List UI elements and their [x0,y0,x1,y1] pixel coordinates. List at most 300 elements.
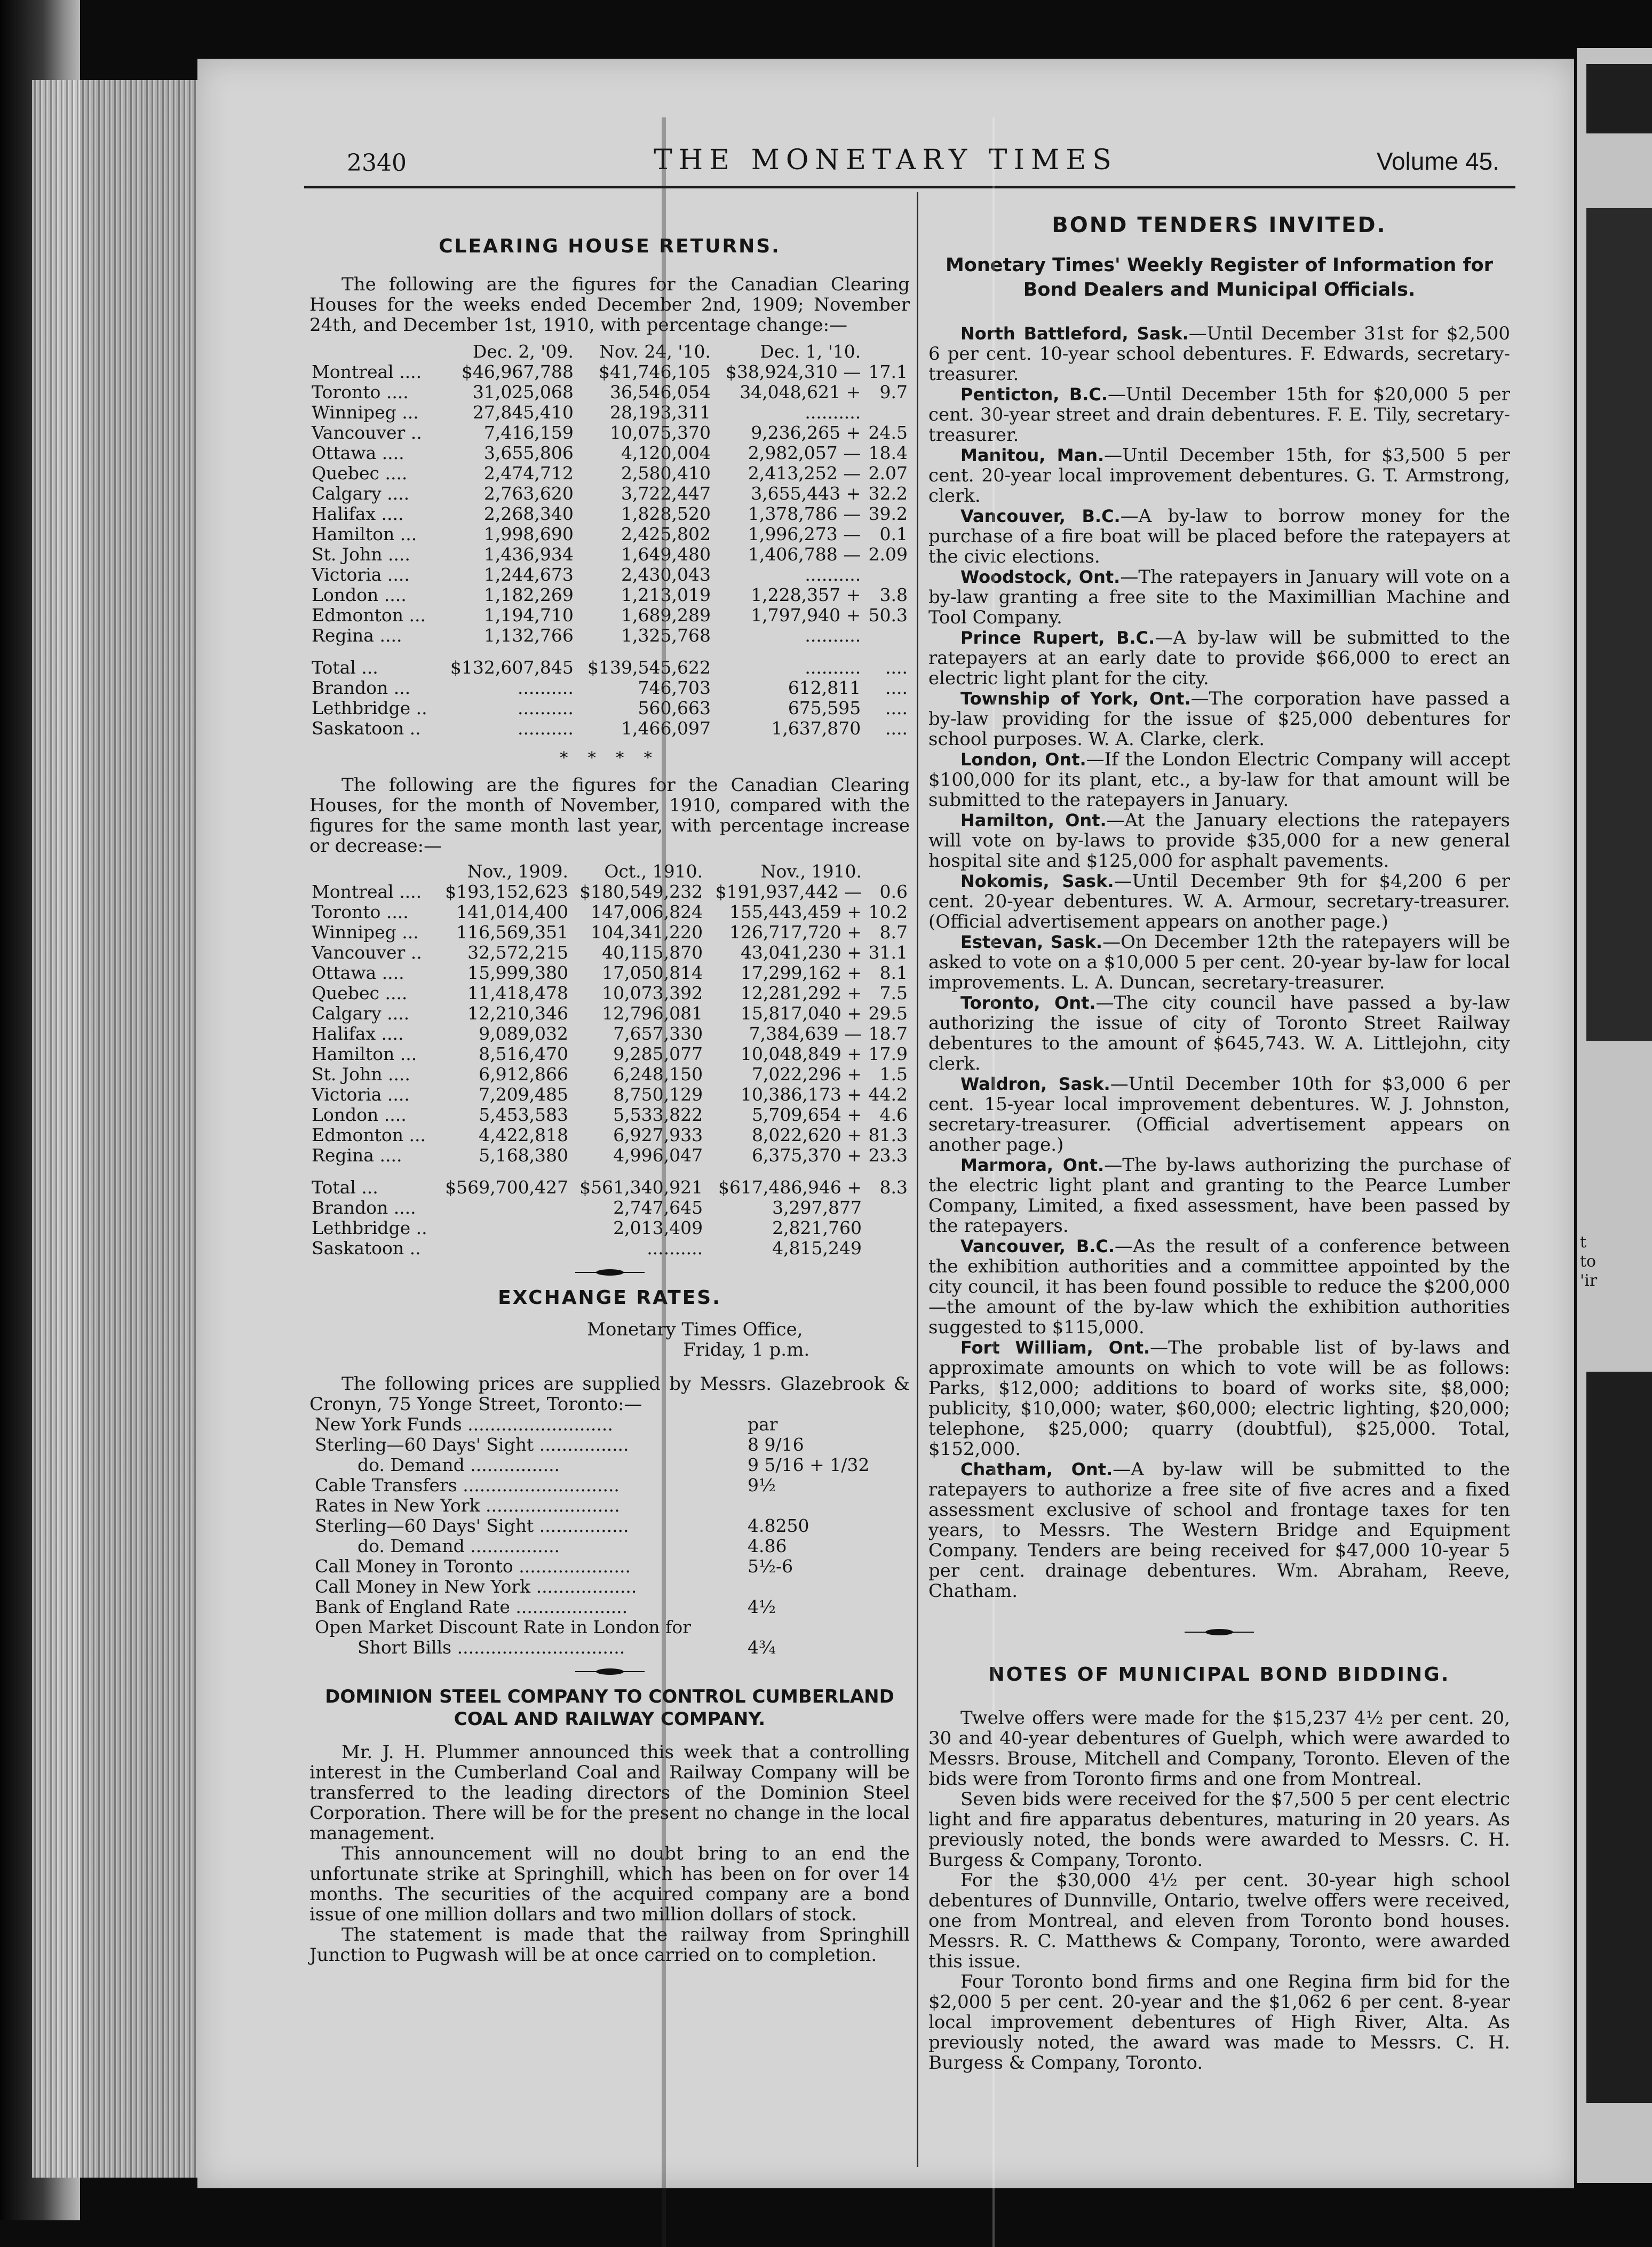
table-cell: 11,418,478 [467,983,569,1003]
row-label: Quebec .... [312,463,408,484]
table-cell: 9,285,077 [613,1043,703,1064]
exchange-row [309,1435,910,1455]
table-cell: 2,430,043 [621,564,711,585]
table-cell: 44.2 [868,1084,908,1105]
table-cell: 1,182,269 [483,584,574,605]
row-label: Edmonton ... [312,605,426,626]
table-cell: 6,927,933 [613,1125,703,1145]
row-label: Victoria .... [312,1084,410,1105]
table-cell [436,1238,570,1259]
row-label: Halifax .... [312,503,404,524]
table-cell: 0.1 [879,524,908,544]
exchange-label: Call Money in Toronto .................... [315,1556,631,1577]
bond-entry-place: Estevan, Sask. [960,932,1103,952]
exchange-value [745,1577,910,1597]
table-cell: 17,050,814 [602,962,703,983]
bond-entry-place: Chatham, Ont. [960,1459,1113,1479]
row-label: Winnipeg ... [312,402,419,423]
table-cell: 31.1 [868,942,908,963]
table-cell: 6,375,370 + [751,1145,862,1166]
section-stars: * * * * [560,749,660,768]
exchange-label: Bank of England Rate .................... [315,1596,628,1617]
bond-entry-text: —If the London Electric Company will accept $100,000 for its plant, etc., a by-law for that amount will be submitted to the ratepayers in January. [928,749,1510,811]
table-cell: 3.8 [879,584,908,605]
table-row [309,1003,910,1024]
row-label [309,861,436,882]
bond-entry [928,1459,1510,1601]
table-cell: 3,722,447 [621,483,711,504]
table-cell: 10,073,392 [602,983,703,1003]
table-cell: 675,595 [788,698,861,718]
table-cell [863,626,910,646]
table-cell: 5,533,822 [613,1104,703,1125]
bond-entry-text: —Until December 31st for $2,500 6 per cent. 10-year school debentures. F. Edwards, secretary-treasurer. [928,323,1510,385]
table-row [309,963,910,983]
exchange-label: Sterling—60 Days' Sight ................ [315,1515,629,1536]
table-cell: 10,075,370 [610,422,711,443]
table-cell: 8.7 [879,922,908,943]
table-cell: $38,924,310 — [725,361,861,382]
table-cell: 9,089,032 [479,1023,569,1044]
table-cell: $617,486,946 + [718,1177,862,1198]
row-label: Hamilton ... [312,1043,417,1064]
row-label: Ottawa .... [312,962,404,983]
bond-entry [928,749,1510,810]
left-column [309,235,910,1965]
table-cell [863,402,910,423]
table-row [309,1145,910,1166]
table-cell: 7.5 [879,983,908,1003]
table-cell: 27,845,410 [472,402,574,423]
column-rule [917,192,918,2167]
table-cell: .... [885,718,908,739]
dominion-title: DOMINION STEEL COMPANY TO CONTROL CUMBERLAND COAL AND RAILWAY COMPANY. [325,1686,894,1730]
table-cell: 6,912,866 [479,1064,569,1085]
bond-entry-place: Waldron, Sask. [960,1074,1110,1094]
bond-entry [928,1338,1510,1459]
exchange-label: Open Market Discount Rate in London for [315,1617,692,1637]
bond-entry [928,445,1510,506]
table-cell: 3,655,443 + [751,483,861,504]
row-label: Hamilton ... [312,524,417,544]
table-cell: Oct., 1910. [604,861,703,882]
table-cell: .......... [805,564,861,585]
scan-artifact [992,117,995,2247]
table-cell [864,861,910,882]
bond-entry-place: Township of York, Ont. [960,689,1191,709]
table-row [309,504,910,524]
table-cell: .......... [805,402,861,423]
table-cell: 746,703 [638,677,711,698]
table-cell: 560,663 [638,698,711,718]
table-cell: 116,569,351 [456,922,569,943]
table-row [309,402,910,423]
table-cell: 4.6 [879,1104,908,1125]
table-cell: 1,213,019 [621,584,711,605]
table-row [309,443,910,463]
table-cell: 17.9 [868,1043,908,1064]
row-label: Saskatoon .. [312,718,421,739]
volume-label: Volume 45. [1376,147,1499,175]
bond-entry-place: London, Ont. [960,749,1086,770]
table-cell: 12,281,292 + [740,983,862,1003]
total-row [309,658,910,678]
bond-entry [928,384,1510,445]
facing-page-fragments: t to 'ir [1580,1233,1598,1290]
row-label: Calgary .... [312,483,410,504]
table-row [309,362,910,382]
table-cell: 2,580,410 [621,463,711,484]
row-label: Halifax .... [312,1023,404,1044]
table-cell: 1,244,673 [483,564,574,585]
bond-entry-text: —As the result of a conference between the exhibition authorities and a committee appointed by the city council, it has been found possible to reduce the $200,000 —the amount of the by-law which the exhibition authorities suggested to $115,000. [928,1236,1511,1338]
ornament-divider [575,1667,645,1676]
table-cell: 1,132,766 [483,625,574,646]
row-label: Brandon .... [312,1197,416,1218]
table-cell: 4,422,818 [479,1125,569,1145]
bond-entry [928,1074,1510,1155]
exchange-label: Short Bills .............................. [358,1637,625,1658]
table-row [309,678,910,698]
table-cell: $193,152,623 [445,881,569,902]
table-cell: $180,549,232 [579,881,703,902]
exchange-label: do. Demand ................ [358,1454,560,1475]
table-cell: 1,194,710 [483,605,574,626]
bond-entry-place: Vancouver, B.C. [960,506,1121,526]
exchange-row [309,1414,910,1435]
exchange-row [309,1516,910,1536]
exchange-row [309,1577,910,1597]
table-row [309,626,910,646]
table-row [309,544,910,565]
notes-body [928,1708,1510,2073]
table-cell: 2,821,760 [772,1217,862,1238]
row-label: Victoria .... [312,564,410,585]
table-cell: 29.5 [868,1003,908,1024]
row-label: Ottawa .... [312,442,404,463]
table-cell: 7,209,485 [479,1084,569,1105]
table-cell: 2,268,340 [483,503,574,524]
table-cell: $46,967,788 [461,361,574,382]
table-cell: Dec. 2, '09. [472,341,574,362]
exchange-row [309,1617,910,1637]
table-row [309,382,910,402]
monthly-table [309,861,910,1259]
row-label: Toronto .... [312,382,409,402]
table-cell: 1,828,520 [621,503,711,524]
bond-entry-text: —On December 12th the ratepayers will be asked to vote on a $10,000 5 per cent. 20-year by-law for local improvements. L. A. Duncan, secretary-treasurer. [928,931,1511,993]
row-label: Edmonton ... [312,1125,426,1145]
row-label [309,342,439,362]
table-row [309,524,910,544]
notes-title: NOTES OF MUNICIPAL BOND BIDDING. [988,1664,1450,1686]
bond-entry-place: Prince Rupert, B.C. [960,628,1155,648]
table-row [309,983,910,1003]
table-cell [863,565,910,585]
table-cell: Nov. 24, '10. [599,341,711,362]
table-row [309,605,910,626]
bond-entry [928,1155,1510,1236]
table-row [309,484,910,504]
table-cell: 2,982,057 — [748,442,861,463]
table-cell: 10.2 [868,901,908,922]
exchange-row [309,1556,910,1577]
table-row [309,1105,910,1125]
exchange-value: 4½ [748,1596,776,1617]
bond-entry [928,323,1510,384]
table-cell: 15,999,380 [467,962,569,983]
exchange-label: Sterling—60 Days' Sight ................ [315,1434,629,1455]
table-row [309,1198,910,1218]
table-cell: Dec. 1, '10. [760,341,861,362]
table-row [309,423,910,443]
row-label: Regina .... [312,625,402,646]
table-cell: 5,168,380 [479,1145,569,1166]
bond-entry-text: —Until December 15th, for $3,500 5 per cent. 20-year local improvement debentures. G. T. Armstrong, clerk. [928,445,1510,507]
table-cell: .......... [805,625,861,646]
table-cell: 126,717,720 + [729,922,862,943]
table-cell: 1,996,273 — [748,524,861,544]
bond-entry [928,1236,1510,1338]
table-cell: 1,466,097 [621,718,711,739]
row-label: Saskatoon .. [312,1238,421,1259]
notes-paragraph: For the $30,000 4½ per cent. 30-year high school debentures of Dunnville, Ontario, twelve offers were received, one from Montreal, and eleven from Toronto bond houses. Messrs. R. C. Matthews & Company, Toronto, were awarded this issue. [928,1870,1510,1972]
table-cell: 10,048,849 + [740,1043,862,1064]
table-cell: 32.2 [868,483,908,504]
table-cell: 8,516,470 [479,1043,569,1064]
exchange-row [309,1597,910,1617]
table-cell: $569,700,427 [445,1177,569,1198]
row-label: Lethbridge .. [312,698,427,718]
publication-title: THE MONETARY TIMES [654,144,1118,176]
monthly-intro: The following are the figures for the Canadian Clearing Houses, for the month of November, 1910, compared with the figures for the same month last year, with percentage increase or decrease:— [309,774,910,857]
table-cell: 24.5 [868,422,908,443]
bond-entry-place: Marmora, Ont. [960,1155,1105,1175]
row-label: Quebec .... [312,983,408,1003]
table-cell: 0.6 [879,881,908,902]
table-row [309,1024,910,1044]
table-cell: .... [885,698,908,718]
table-cell: 4,120,004 [621,442,711,463]
table-cell: 31,025,068 [472,382,574,402]
bond-tenders-title: BOND TENDERS INVITED. [1052,213,1387,238]
table-cell [436,1218,570,1238]
table-cell: 2,474,712 [483,463,574,484]
table-row [309,1238,910,1259]
exchange-value [745,1617,910,1637]
bond-entry [928,567,1510,628]
table-cell: 7,416,159 [483,422,574,443]
table-cell: 141,014,400 [456,901,569,922]
table-cell: $191,937,442 — [715,881,862,902]
exchange-time: Friday, 1 p.m. [683,1339,810,1360]
table-cell: Nov., 1910. [760,861,862,882]
bond-entry-place: Woodstock, Ont. [960,567,1121,587]
table-cell: 10,386,173 + [740,1084,862,1105]
bond-entry-text: —A by-law will be submitted to the ratepayers at an early date to provide $66,000 to erect an electric light plant for the city. [928,627,1511,689]
notes-paragraph: Four Toronto bond firms and one Regina firm bid for the $2,000 5 per cent. 20-year and the $1,062 6 per cent. 8-year local improvement debentures of High River, Alta. As previously noted, the award was made to Messrs. C. H. Burgess & Company, Toronto. [928,1971,1510,2074]
row-label: Total ... [312,1177,378,1198]
facing-page-edge [1577,48,1652,2183]
ornament-divider [575,1268,645,1277]
table-cell: .......... [517,718,574,739]
table-row [309,565,910,585]
table-cell: 81.3 [868,1125,908,1145]
row-label: London .... [312,584,407,605]
clearing-title: CLEARING HOUSE RETURNS. [439,235,781,257]
bond-entry-text: —Until December 9th for $4,200 6 per cent. 20-year debentures. W. A. Armour, secretary-treasurer. (Official advertisement appears on another page.) [928,871,1511,932]
bond-entry-text: —The probable list of by-laws and approximate amounts on which to vote will be as follows: Parks, $12,000; additions to board of works site, $8,000; publicity, $10,000; water, $60,000; electric lighting, $20,000; telephone, $25,000; quarry (doubtful), $25,000. Total, $152,000. [928,1337,1510,1460]
table-row [309,1044,910,1064]
row-label: London .... [312,1104,407,1125]
table-cell: 17.1 [868,361,908,382]
table-cell: 2,013,409 [613,1217,703,1238]
exchange-row [309,1475,910,1496]
bond-entries [928,323,1510,1601]
table-cell: 9,236,265 + [751,422,861,443]
row-label: Montreal .... [312,361,422,382]
table-cell: 1,378,786 — [748,503,861,524]
scan-artifact [662,117,666,2247]
table-cell [863,342,910,362]
bond-entry-text: —Until December 15th for $20,000 5 per cent. 30-year street and drain debentures. F. E. Tily, secretary-treasurer. [928,384,1511,446]
dominion-paragraph: This announcement will no doubt bring to an end the unfortunate strike at Springhill, which has been on for over 14 months. The securities of the acquired company are a bond issue of one million dollars and two million dollars of stock. [309,1843,910,1925]
table-cell: 8.1 [879,962,908,983]
exchange-label: Rates in New York ........................ [315,1495,620,1516]
row-label: Regina .... [312,1145,402,1166]
bond-entry-text: —A by-law to borrow money for the purchase of a fire boat will be placed before the ratepayers at the civic elections. [928,505,1510,567]
table-row [309,902,910,922]
table-cell: 7,022,296 + [751,1064,862,1085]
table-cell: 155,443,459 + [729,901,862,922]
exchange-value: par [748,1414,778,1435]
table-cell: 8.3 [879,1177,908,1198]
exchange-value: 9½ [748,1475,776,1496]
table-cell: 23.3 [868,1145,908,1166]
table-cell: 5,709,654 + [751,1104,862,1125]
table-cell: 17,299,162 + [740,962,862,983]
bond-entry-text: —Until December 10th for $3,000 6 per cent. 15-year local improvement debentures. W. J. Johnston, secretary-treasurer. (Official advertisement appears on another page.) [928,1073,1511,1156]
row-label: Calgary .... [312,1003,410,1024]
table-row [309,943,910,963]
bond-entry-text: —The by-laws authorizing the purchase of the electric light plant and granting to the Pearce Lumber Company, Limited, a fixed assessment, have been passed by the ratepayers. [928,1154,1510,1237]
table-cell: 7,657,330 [613,1023,703,1044]
table-cell: .......... [517,698,574,718]
table-cell: 43,041,230 + [740,942,862,963]
bond-tenders-subtitle: Monetary Times' Weekly Register of Information for Bond Dealers and Municipal Officials. [946,255,1493,300]
notes-paragraph: Twelve offers were made for the $15,237 4½ per cent. 20, 30 and 40-year debentures of Guelph, which were awarded to Messrs. Brouse, Mitchell and Company, Toronto. Eleven of the bids were from Toronto firms and one from Montreal. [928,1707,1510,1790]
bond-entry-text: —The corporation have passed a by-law providing for the issue of $25,000 debentures for school purposes. W. A. Clarke, clerk. [928,688,1510,750]
magazine-page [197,59,1574,2188]
table-cell: 2,425,802 [621,524,711,544]
bond-entry [928,628,1510,689]
table-cell: 1,406,788 — [748,544,861,565]
row-label: St. John .... [312,544,410,565]
table-cell [864,1238,910,1259]
table-cell [436,1198,570,1218]
bond-entry-text: —A by-law will be submitted to the ratepayers to authorize a free site of five acres and a fixed assessment exclusive of school and frontage taxes for ten years, to Messrs. The Western Bridge and Equipment Company. Tenders are being received for $47,000 10-year 5 per cent. drainage debentures. Wm. Abraham, Reeve, Chatham. [928,1459,1511,1602]
table-cell: Nov., 1909. [467,861,569,882]
row-label: Vancouver .. [312,422,422,443]
table-cell: 3,297,877 [772,1197,862,1218]
table-cell: 18.4 [868,442,908,463]
table-cell: 1,436,934 [483,544,574,565]
bond-entry-place: Vancouver, B.C. [960,1236,1115,1256]
table-cell: .......... [647,1238,703,1259]
table-cell: 1,637,870 [771,718,861,739]
row-label: Lethbridge .. [312,1217,427,1238]
bond-entry-place: Toronto, Ont. [960,993,1096,1013]
bond-entry-text: —The ratepayers in January will vote on a by-law granting a free site to the Maximillian Machine and Tool Company. [928,566,1511,628]
row-label: Brandon ... [312,677,411,698]
table-cell: 1,649,480 [621,544,711,565]
table-cell: 6,248,150 [613,1064,703,1085]
table-cell: 1.5 [879,1064,908,1085]
table-row [309,463,910,484]
table-row [309,1218,910,1238]
bond-entry [928,993,1510,1074]
page-number: 2340 [347,149,407,177]
table-cell: $139,545,622 [587,657,711,678]
table-cell: $132,607,845 [450,657,574,678]
table-header [309,861,910,882]
table-cell: .......... [805,657,861,678]
row-label: Toronto .... [312,901,409,922]
table-cell: 50.3 [868,605,908,626]
exchange-table [309,1414,910,1658]
table-row [309,882,910,902]
header-rule [304,186,1515,188]
bond-entry-place: Hamilton, Ont. [960,810,1107,830]
table-cell: 5,453,583 [479,1104,569,1125]
table-cell: 12,210,346 [467,1003,569,1024]
table-row [309,1064,910,1085]
exchange-label: Cable Transfers ............................ [315,1475,620,1496]
bond-entry-place: Fort William, Ont. [960,1338,1150,1358]
dominion-body [309,1742,910,1965]
table-header [309,342,910,362]
table-cell: 1,998,690 [483,524,574,544]
bond-entry-place: Penticton, B.C. [960,384,1108,405]
table-cell: 612,811 [788,677,861,698]
row-label: Montreal .... [312,881,422,902]
table-cell: 12,796,081 [602,1003,703,1024]
table-cell [864,1218,910,1238]
table-cell: 2,747,645 [613,1197,703,1218]
notes-paragraph: Seven bids were received for the $7,500 5 per cent electric light and fire apparatus debentures, maturing in 20 years. As previously noted, the bonds were awarded to Messrs. C. H. Burgess & Company, Toronto. [928,1789,1510,1871]
table-cell: .......... [517,677,574,698]
ornament-divider [1185,1628,1254,1636]
table-cell: .... [885,677,908,698]
table-cell: .... [885,657,908,678]
table-cell: 1,228,357 + [751,584,861,605]
clearing-table [309,342,910,739]
table-cell: 4,996,047 [613,1145,703,1166]
bond-entry [928,871,1510,932]
exchange-value: 8 9/16 [748,1434,804,1455]
row-label: Vancouver .. [312,942,422,963]
table-row [309,1085,910,1105]
table-cell: 32,572,215 [467,942,569,963]
exchange-label: Call Money in New York .................. [315,1576,637,1597]
table-cell: 34,048,621 + [740,382,861,402]
exchange-label: New York Funds .......................... [315,1414,613,1435]
exchange-value: 4.86 [748,1536,787,1556]
dominion-paragraph: The statement is made that the railway from Springhill Junction to Pugwash will be at once carried on to completion. [309,1924,910,1966]
bond-entry-place: Nokomis, Sask. [960,871,1114,891]
exchange-intro: The following prices are supplied by Messrs. Glazebrook & Cronyn, 75 Yonge Street, Toronto:— [309,1373,910,1415]
table-cell: 8,022,620 + [751,1125,862,1145]
